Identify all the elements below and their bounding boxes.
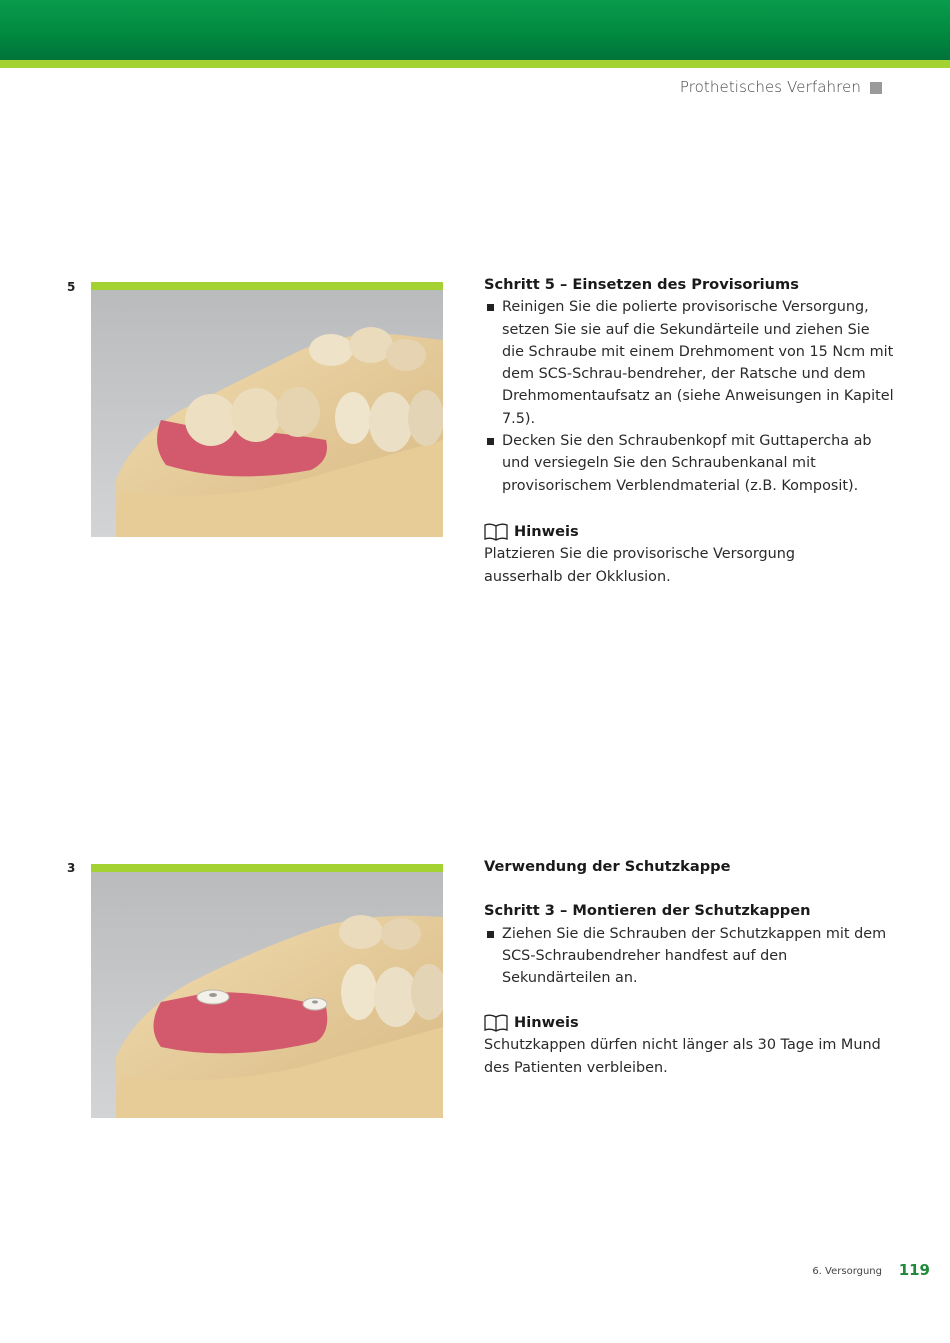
note-text: Platzieren Sie die provisorische Versorgung ausserhalb der Okklusion. bbox=[484, 546, 796, 585]
note-title: Hinweis bbox=[514, 523, 579, 540]
page-number: 119 bbox=[898, 1261, 930, 1279]
step-block-1 bbox=[484, 274, 894, 497]
bullet-list bbox=[484, 923, 894, 990]
step-title: Schritt 3 – Montieren der Schutzkappen bbox=[484, 902, 811, 920]
figure-bar bbox=[91, 864, 443, 872]
note-title: Hinweis bbox=[514, 1014, 579, 1031]
figure-number: 5 bbox=[67, 280, 76, 294]
figure-bar bbox=[91, 282, 443, 290]
note-block-2 bbox=[484, 1012, 894, 1079]
dental-model-photo bbox=[91, 290, 443, 537]
note-heading bbox=[484, 1012, 894, 1034]
note-text: Schutzkappen dürfen nicht länger als 30 Tage im Mund des Patienten verbleiben. bbox=[484, 1037, 881, 1076]
step-block-2 bbox=[484, 856, 894, 989]
book-icon bbox=[484, 1014, 508, 1032]
section-title: Verwendung der Schutzkappe bbox=[484, 858, 731, 875]
bullet-list bbox=[484, 296, 894, 497]
dental-model-photo bbox=[91, 872, 443, 1118]
spacer bbox=[484, 878, 894, 900]
bullet-item: Reinigen Sie die polierte provisorische Versorgung, setzen Sie sie auf die Sekundärteile und ziehen Sie die Schraube mit einem Drehmoment von 15 Ncm mit dem SCS-Schrau-bendreher, der Ratsche und dem Drehmomentaufsatz an (siehe Anweisungen in Kapitel 7.5). bbox=[484, 296, 894, 430]
header-band bbox=[0, 0, 950, 60]
step-title: Schritt 5 – Einsetzen des Provisoriums bbox=[484, 276, 799, 293]
footer-section: 6. Versorgung bbox=[812, 1266, 882, 1277]
bullet-item: Decken Sie den Schraubenkopf mit Guttapercha ab und versiegeln Sie den Schraubenkanal mit provisorischem Verblendmaterial (z.B. Komposit). bbox=[484, 430, 894, 497]
square-icon bbox=[870, 82, 882, 94]
book-icon bbox=[484, 523, 508, 541]
bullet-item: Ziehen Sie die Schrauben der Schutzkappen mit dem SCS-Schraubendreher handfest auf den Sekundärteilen an. bbox=[484, 923, 894, 990]
note-block-1 bbox=[484, 521, 894, 588]
figure-number: 3 bbox=[67, 861, 76, 875]
header-accent-line bbox=[0, 60, 950, 68]
running-header: Prothetisches Verfahren bbox=[679, 78, 861, 96]
note-heading bbox=[484, 521, 894, 543]
